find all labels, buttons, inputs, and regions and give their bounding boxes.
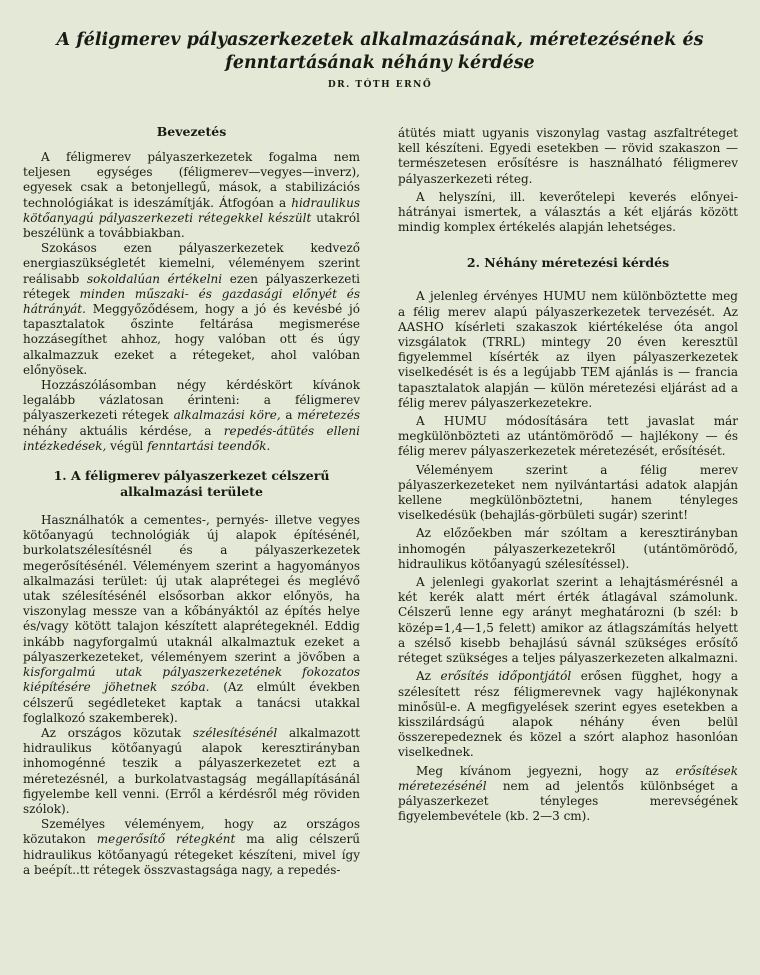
paragraph: A helyszíni, ill. keverőtelepi keverés előnyei-hátrányai ismertek, a választás a két eljárás között mindig komplex értékelés alapján lehetséges. xyxy=(398,189,738,235)
paragraph: Személyes véleményem, hogy az országos közutakon megerősítő rétegként ma alig célszerű hidraulikus kötőanyagú rétegeket készíteni, mivel így a beépít..tt rétegek összvastagsága nagy, a repedés- xyxy=(23,817,360,877)
left-column xyxy=(23,120,360,878)
paragraph: Az erősítés időpontjától erősen függhet, hogy a szélesített rész féligmerevnek vagy hajlékonynak minősül-e. A megfigyelések szerint egyes esetekben a kisszilárdságú alapok néhány éven belül összerepedeznek és közel a szórt alaphoz hasonlóan viselkednek. xyxy=(398,669,738,760)
section-heading-1: 1. A féligmerev pályaszerkezet célszerű alkalmazási területe xyxy=(53,468,330,500)
right-column xyxy=(398,126,738,824)
paragraph: átütés miatt ugyanis viszonylag vastag aszfaltréteget kell készíteni. Egyedi esetekben — rövid szakaszon — természetesen erősítésre is használható féligmerev pályaszerkezeti réteg. xyxy=(398,126,738,186)
paragraph: A jelenleg érvényes HUMU nem különböztette meg a félig merev alapú pályaszerkezetek tervezését. Az AASHO kísérleti szakaszok kiértékelése óta angol vizsgálatok (TRRL) mintegy 20 éven keresztül figyelemmel kísérték az ilyen pályaszerkezetek viselkedését is és a legújabb TEM ajánlás is — francia tapasztalatok alapján — külön méretezési eljárást ad a félig merev pályaszerkezetekre. xyxy=(398,289,738,410)
paragraph: Véleményem szerint a félig merev pályaszerkezeteket nem nyilvántartási adatok alapján kellene megkülönböztetni, hanem tényleges viselkedésük (behajlás-görbületi sugár) szerint! xyxy=(398,462,738,523)
paragraph: A jelenlegi gyakorlat szerint a lehajtásmérésnél a két kerék alatt mért érték átlagával számolunk. Célszerű lenne egy arányt meghatározni (b szél: b közép=1,4—1,5 felett) amikor az átlagszámítás helyett a szélső kisebb behajlású sávnál szükséges erősítő réteget szükséges a teljes pályaszerkezeten alkalmazni. xyxy=(398,575,738,666)
paragraph: Hozzászólásomban négy kérdéskört kívánok legalább vázlatosan érinteni: a féligmerev pályaszerkezeti rétegek alkalmazási köre, a méretezés néhány aktuális kérdése, a repedés-átütés elleni intézkedések, végül fenntartási teendők. xyxy=(23,378,360,453)
paragraph: Az előzőekben már szóltam a keresztirányban inhomogén pályaszerkezetekről (utántömörödő, hidraulikus kötőanyagú szélesítéssel). xyxy=(398,526,738,571)
title-line-1: A féligmerev pályaszerkezetek alkalmazásának, méretezésének és xyxy=(56,30,704,50)
paragraph: Használhatók a cementes-, pernyés- illetve vegyes kötőanyagú technológiák új alapok építésénél, burkolatszélesítésnél és a pályaszerkezetek megerősítésénél. Véleményem szerint a hagyományos alkalmazási terület: új utak alaprétegei és meglévő utak szélesítésénél elsősorban akkor előnyös, ha viszonylag messze van a kőbányáktól az építés helye és/vagy kötött talajon készített alaprétegeknél. Eddig inkább nagyforgalmú utaknál alkalmaztuk ezeket a pályaszerkezeteket, véleményem szerint a jövőben a kisforgalmú utak pályaszerkezetének fokozatos kiépítésére jöhetnek szóba. (Az elmúlt években célszerű segédleteket kaptak a tanácsi utakkal foglalkozó szakemberek). xyxy=(23,513,361,725)
author: DR. TÓTH ERNŐ xyxy=(327,80,433,90)
paragraph: Szokásos ezen pályaszerkezetek kedvező energiaszükségletét kiemelni, véleményem szerint reálisabb sokoldalúan értékelni ezen pályaszerkezeti rétegek minden műszaki- és gazdasági előnyét és hátrányát. Meggyőződésem, hogy a jó és kevésbé jó tapasztalatok őszinte feltárása megismerése hozzásegíthet ahhoz, hogy valóban ott és úgy alkalmazzuk ezeket a rétegeket, ahol valóban előnyösek. xyxy=(23,241,360,377)
article-title xyxy=(30,29,730,75)
section-heading-2: 2. Néhány méretezési kérdés xyxy=(466,255,670,271)
section-heading-bevezetes: Bevezetés xyxy=(156,124,227,139)
paragraph: Meg kívánom jegyezni, hogy az erősítések méretezésénél nem ad jelentős különbséget a pályaszerkezet tényleges merevségének figyelembevétele (kb. 2—3 cm). xyxy=(398,763,738,824)
paragraph: A féligmerev pályaszerkezetek fogalma nem teljesen egységes (féligmerev—vegyes—inverz), egyesek csak a betonjellegű, mások, a stabilizációs technológiákat is ideszámítják. Átfogóan a hidraulikus kötőanyagú pályaszerkezeti rétegekkel készült utakról beszélünk a továbbiakban. xyxy=(23,150,360,241)
paragraph: A HUMU módosítására tett javaslat már megkülönbözteti az utántömörödő — hajlékony — és félig merev pályaszerkezetek méretezését, erősítését. xyxy=(398,414,738,459)
title-line-2: fenntartásának néhány kérdése xyxy=(225,53,535,73)
paragraph: Az országos közutak szélesítésénél alkalmazott hidraulikus kötőanyagú alapok keresztirányban inhomogénné teszik a pályaszerkezetet ezt a méretezésnél, a burkolatvastagság megállapításánál figyelembe kell venni. (Erről a kérdésről még röviden szólok). xyxy=(23,725,360,816)
